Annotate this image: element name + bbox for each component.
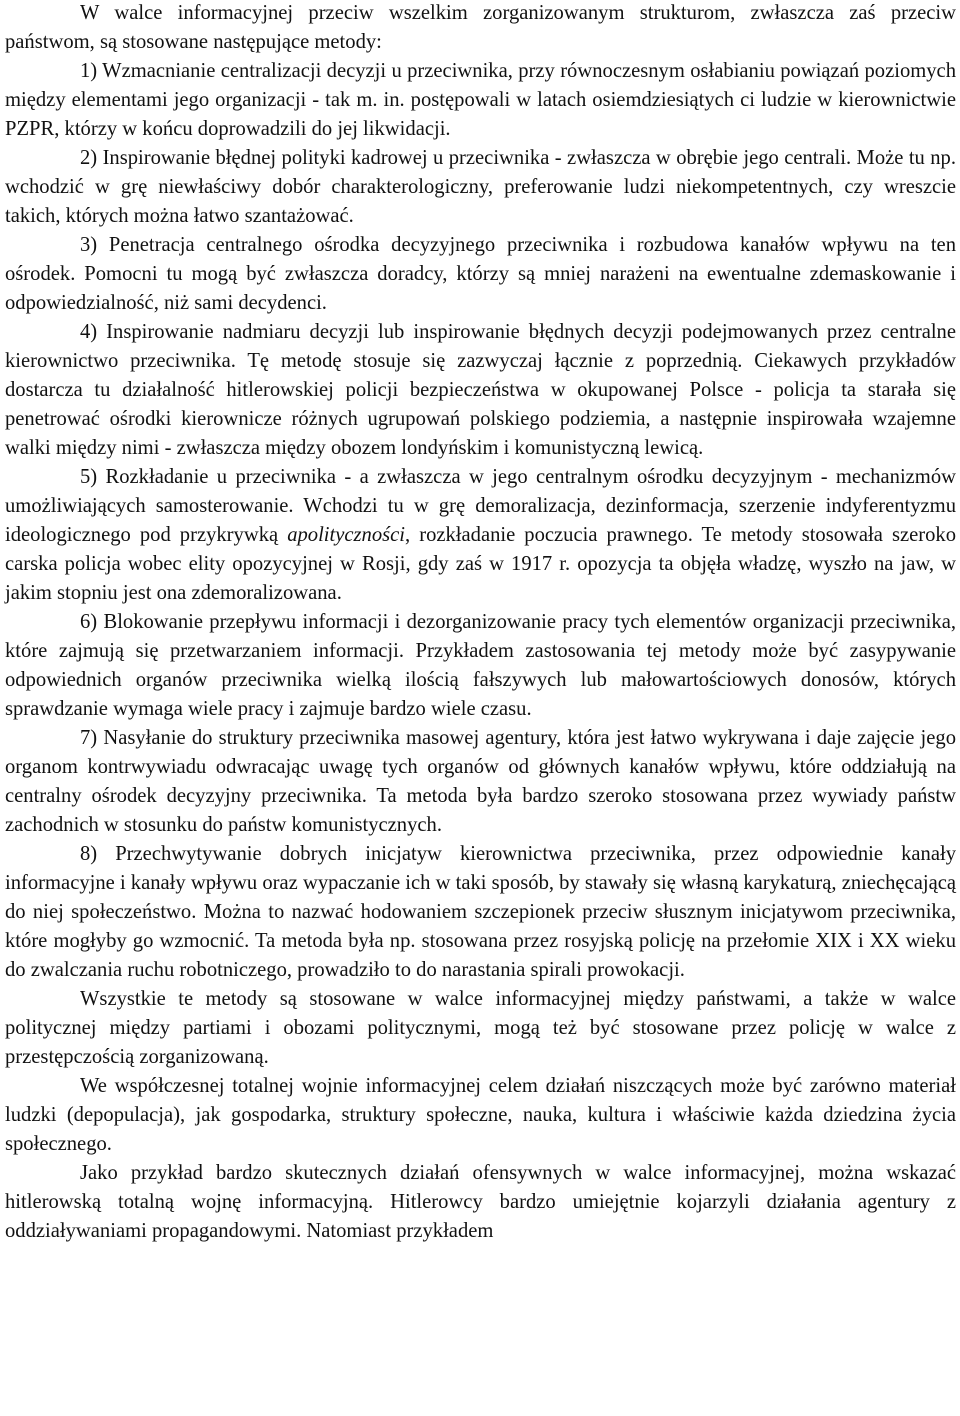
paragraph-method-6 (5, 608, 956, 724)
paragraph-method-2 (5, 144, 956, 231)
paragraph-text: 7) Nasyłanie do struktury przeciwnika masowej agentury, która jest łatwo wykrywana i daje zajęcie jego organom kontrwywiadu odwracając uwagę tych organów od głównych kanałów wpływu, które oddziałują na centralny ośrodek decyzyjny przeciwnika. Ta metoda była bardzo szeroko stosowana przez wywiady państw zachodnich w stosunku do państw komunistycznych. (5, 727, 956, 836)
paragraph-method-4 (5, 318, 956, 463)
paragraph-example (5, 1159, 956, 1246)
paragraph-method-7 (5, 724, 956, 840)
paragraph-method-8 (5, 840, 956, 985)
paragraph-summary (5, 985, 956, 1072)
paragraph-text: 5) Rozkładanie u przeciwnika - a zwłaszcza w jego centralnym ośrodku decyzyjnym - mechanizmów umożliwiających samosterowanie. Wchodzi tu w grę demoralizacja, dezinformacja, szerzenie indyferentyzmu ideologicznego pod przykrywką (5, 466, 956, 546)
paragraph-method-3 (5, 231, 956, 318)
paragraph-text: 6) Blokowanie przepływu informacji i dezorganizowanie pracy tych elementów organizacji przeciwnika, które zajmują się przetwarzaniem informacji. Przykładem zastosowania tej metody może być zasypywanie odpowiednich organów przeciwnika wielką ilością fałszywych lub małowartościowych donosów, których sprawdzanie wymaga wiele pracy i zajmuje bardzo wiele czasu. (5, 611, 956, 720)
paragraph-total-war (5, 1072, 956, 1159)
paragraph-text: 8) Przechwytywanie dobrych inicjatyw kierownictwa przeciwnika, przez odpowiednie kanały informacyjne i kanały wpływu oraz wypaczanie ich w taki sposób, by stawały się własną karykaturą, zniechęcającą do niej społeczeństwo. Można to nazwać hodowaniem szczepionek przeciw słusznym inicjatywom przeciwnika, które mogłyby go wzmocnić. Ta metoda była np. stosowana przez rosyjską policję na przełomie XIX i XX wieku do zwalczania ruchu robotniczego, prowadziło to do narastania spirali prowokacji. (5, 843, 956, 981)
paragraph-method-1 (5, 57, 956, 144)
paragraph-text: W walce informacyjnej przeciw wszelkim zorganizowanym strukturom, zwłaszcza zaś przeciw państwom, są stosowane następujące metody: (5, 2, 956, 53)
paragraph-text: , rozkładanie poczucia prawnego. Te metody stosowała szeroko carska policja wobec elity opozycyjnej w Rosji, gdy zaś w 1917 r. opozycja ta objęła władzę, wyszło na jaw, w jakim stopniu jest ona zdemoralizowana. (5, 524, 956, 604)
paragraph-text: Jako przykład bardzo skutecznych działań ofensywnych w walce informacyjnej, można wskazać hitlerowską totalną wojnę informacyjną. Hitlerowcy bardzo umiejętnie kojarzyli działania agentury z oddziaływaniami propagandowymi. Natomiast przykładem (5, 1162, 956, 1242)
paragraph-method-5 (5, 463, 956, 608)
paragraph-text: 3) Penetracja centralnego ośrodka decyzyjnego przeciwnika i rozbudowa kanałów wpływu na ten ośrodek. Pomocni tu mogą być zwłaszcza doradcy, którzy są mniej narażeni na ewentualne zdemaskowanie i odpowiedzialność, niż sami decydenci. (5, 234, 956, 314)
paragraph-text: 2) Inspirowanie błędnej polityki kadrowej u przeciwnika - zwłaszcza w obrębie jego centrali. Może tu np. wchodzić w grę niewłaściwy dobór charakterologiczny, preferowanie ludzi niekompetentnych, czy wreszcie takich, których można łatwo szantażować. (5, 147, 956, 227)
italic-term: apolityczności (287, 524, 406, 546)
paragraph-text: 4) Inspirowanie nadmiaru decyzji lub inspirowanie błędnych decyzji podejmowanych przez centralne kierownictwo przeciwnika. Tę metodę stosuje się zazwyczaj łącznie z poprzednią. Ciekawych przykładów dostarcza tu działalność hitlerowskiej policji bezpieczeństwa w okupowanej Polsce - policja ta starała się penetrować ośrodki kierownicze różnych ugrupowań polskiego podziemia, a następnie inspirowała wzajemne walki między nimi - zwłaszcza między obozem londyńskim i komunistyczną lewicą. (5, 321, 956, 459)
paragraph-text: 1) Wzmacnianie centralizacji decyzji u przeciwnika, przy równoczesnym osłabianiu powiązań poziomych między elementami jego organizacji - tak m. in. postępowali w latach osiemdziesiątych ci ludzie w kierownictwie PZPR, którzy w końcu doprowadzili do jej likwidacji. (5, 60, 956, 140)
paragraph-intro (5, 0, 956, 57)
paragraph-text: We współczesnej totalnej wojnie informacyjnej celem działań niszczących może być zarówno materiał ludzki (depopulacja), jak gospodarka, struktury społeczne, nauka, kultura i właściwie każda dziedzina życia społecznego. (5, 1075, 956, 1155)
paragraph-text: Wszystkie te metody są stosowane w walce informacyjnej między państwami, a także w walce politycznej między partiami i obozami politycznymi, mogą też być stosowane przez policję w walce z przestępczością zorganizowaną. (5, 988, 956, 1068)
